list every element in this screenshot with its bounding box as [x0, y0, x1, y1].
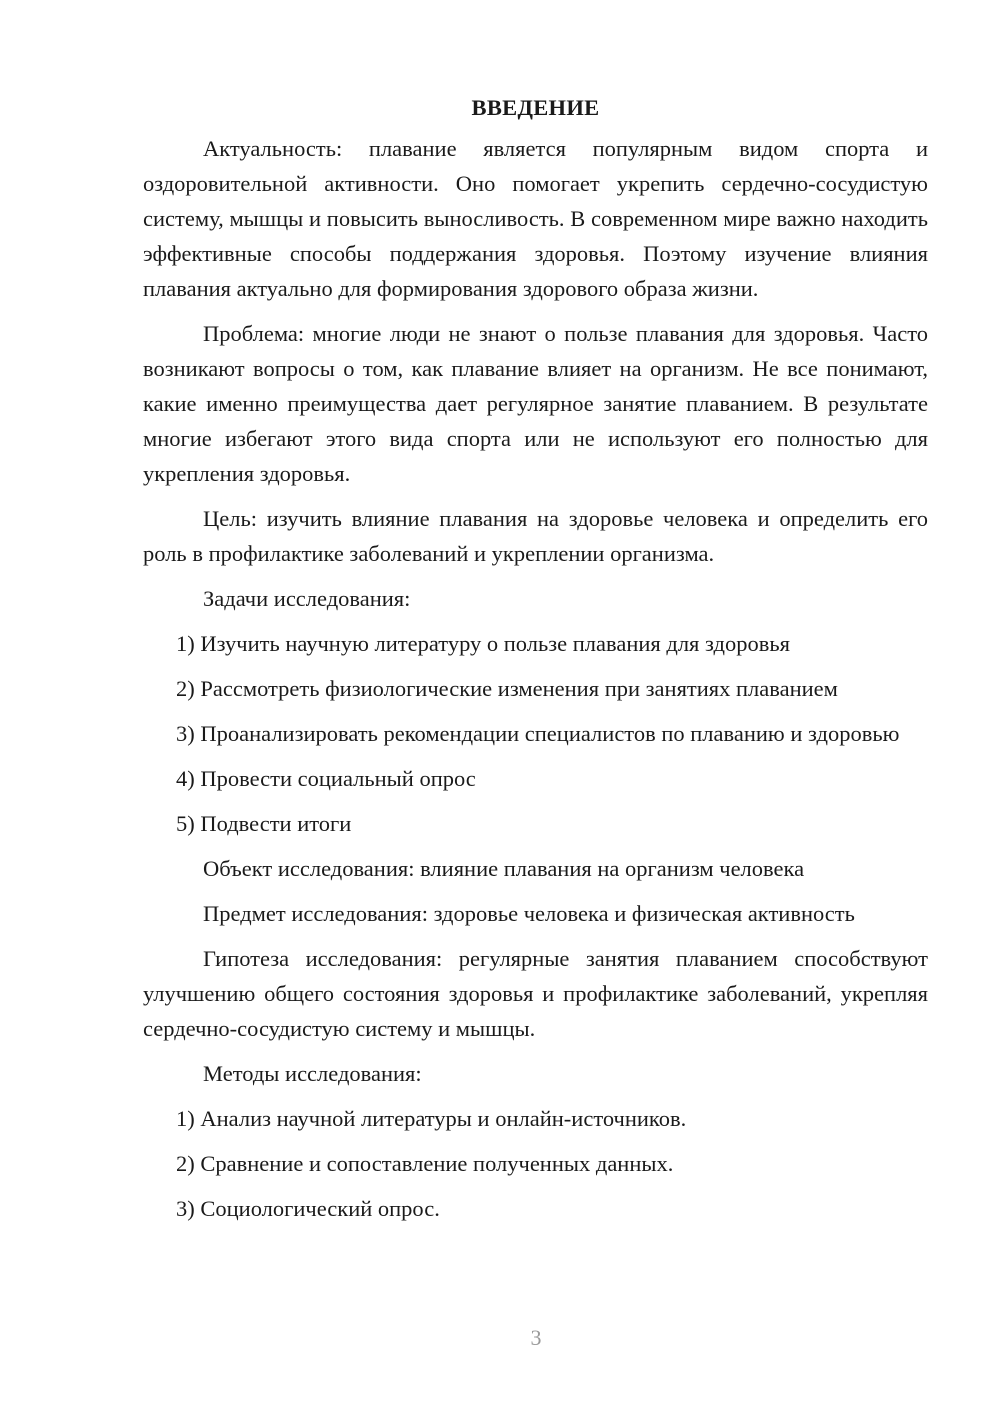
document-page	[143, 90, 928, 1236]
methods-heading: Методы исследования:	[203, 1061, 422, 1086]
task-item: 4) Провести социальный опрос	[176, 766, 476, 791]
method-item: 1) Анализ научной литературы и онлайн-источников.	[176, 1106, 687, 1131]
section-title: ВВЕДЕНИЕ	[471, 95, 600, 120]
goal-paragraph: Цель: изучить влияние плавания на здоровье человека и определить его роль в профилактике заболеваний и укреплении организма.	[143, 506, 928, 566]
methods-list	[143, 1101, 928, 1226]
tasks-heading: Задачи исследования:	[203, 586, 411, 611]
method-item: 2) Сравнение и сопоставление полученных данных.	[176, 1151, 674, 1176]
subject-line: Предмет исследования: здоровье человека и физическая активность	[203, 901, 855, 926]
task-item: 5) Подвести итоги	[176, 811, 352, 836]
method-item: 3) Социологический опрос.	[176, 1196, 440, 1221]
task-item: 2) Рассмотреть физиологические изменения при занятиях плаванием	[176, 676, 838, 701]
hypothesis-paragraph: Гипотеза исследования: регулярные занятия плаванием способствуют улучшению общего состояния здоровья и профилактике заболеваний, укрепляя сердечно-сосудистую систему и мышцы.	[143, 946, 928, 1041]
task-item: 1) Изучить научную литературу о пользе плавания для здоровья	[176, 631, 790, 656]
page-number: 3	[530, 1325, 542, 1350]
relevance-paragraph: Актуальность: плавание является популярным видом спорта и оздоровительной активности. Оно помогает укрепить сердечно-сосудистую систему, мышцы и повысить выносливость. В современном мире важно находить эффективные способы поддержания здоровья. Поэтому изучение влияния плавания актуально для формирования здорового образа жизни.	[143, 136, 928, 301]
tasks-list	[143, 626, 928, 841]
object-line: Объект исследования: влияние плавания на организм человека	[203, 856, 805, 881]
problem-paragraph: Проблема: многие люди не знают о пользе плавания для здоровья. Часто возникают вопросы о том, как плавание влияет на организм. Не все понимают, какие именно преимущества дает регулярное занятие плаванием. В результате многие избегают этого вида спорта или не используют его полностью для укрепления здоровья.	[143, 321, 928, 486]
task-item: 3) Проанализировать рекомендации специалистов по плаванию и здоровью	[176, 721, 900, 746]
